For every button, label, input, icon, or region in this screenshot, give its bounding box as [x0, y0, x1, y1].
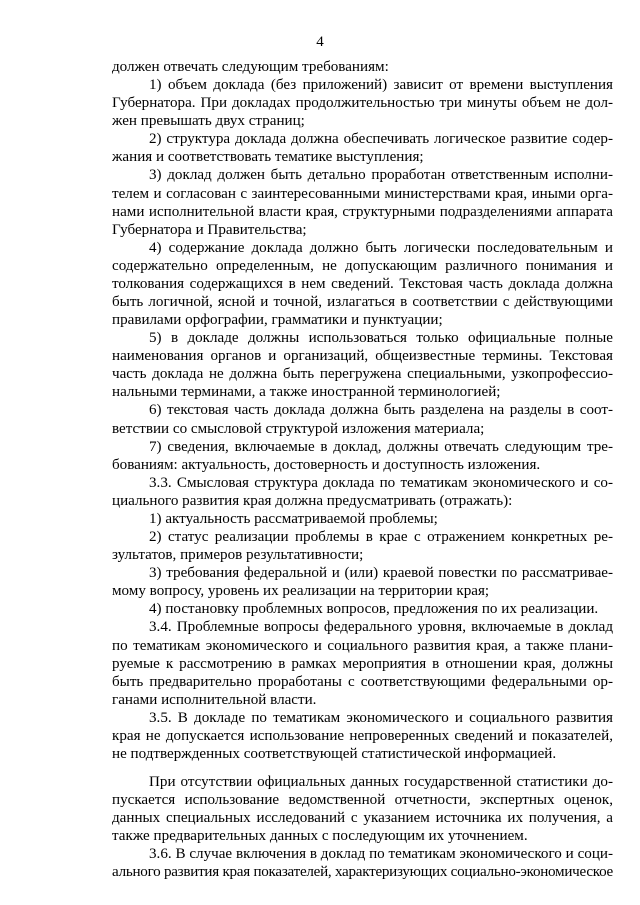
text-line: должен отвечать следующим требованиям: [112, 59, 389, 75]
text-line: бованиям: актуальность, достоверность и доступность изложения. [112, 456, 541, 473]
text-line: 1) актуальность рассматриваемой проблемы; [149, 510, 438, 527]
text-line: 4) содержание доклада должно быть логически последовательным и [149, 239, 613, 256]
text-line: пускается использование ведомственной отчетности, экспертных оценок, [112, 792, 613, 809]
text-line: ального развития края показателей, характеризующих социально-экономическое [112, 864, 613, 881]
text-line: 2) структура доклада должна обеспечивать логическое развитие содер- [149, 131, 613, 148]
text-line: Губернатора. При докладах продолжительностью три минуты объем не дол- [112, 95, 613, 112]
text-line: наименования органов и организаций, общеизвестные термины. Текстовая [112, 348, 613, 365]
text-line: 3.3. Смысловая структура доклада по тематикам экономического и со- [149, 474, 613, 491]
text-line: 2) статус реализации проблемы в крае с отражением конкретных ре- [149, 529, 613, 546]
text-line: 3) доклад должен быть детально проработан ответственным исполни- [149, 167, 613, 184]
page-number: 4 [316, 34, 324, 50]
text-line: толкования содержащихся в нем сведений. Текстовая часть доклада должна [112, 275, 613, 292]
text-line: циального развития края должна предусматривать (отражать): [112, 492, 513, 509]
text-line: быть логичной, ясной и точной, излагаться в соответствии с действующими [112, 294, 613, 311]
text-line: нами исполнительной власти края, структурными подразделениями аппарата [112, 203, 613, 220]
text-line: телем и согласован с заинтересованными министерствами края, иными орга- [112, 185, 613, 202]
text-line: 1) объем доклада (без приложений) зависит от времени выступления [149, 77, 613, 94]
text-line: мому вопросу, уровень их реализации на территории края; [112, 583, 490, 600]
text-line: данных специальных исследований с указанием источника их получения, а [112, 810, 613, 827]
text-line: быть предварительно проработаны с соответствующими федеральными ор- [112, 673, 613, 690]
text-line: края не допускается использование непроверенных сведений и показателей, [112, 727, 613, 744]
text-line: 4) постановку проблемных вопросов, предложения по их реализации. [149, 601, 599, 618]
text-line: 3.5. В докладе по тематикам экономического и социального развития [149, 709, 613, 726]
text-line: зультатов, примеров результативности; [112, 547, 364, 564]
text-line: ветствии со смысловой структурой изложения материала; [112, 420, 485, 437]
text-line: по тематикам экономического и социального развития края, а также плани- [112, 637, 613, 654]
text-line: 3) требования федеральной и (или) краевой повестки по рассматривае- [149, 565, 613, 582]
text-line: часть доклада не должна быть перегружена специальными, узкопрофессио- [112, 366, 613, 383]
text-line: руемые к рассмотрению в рамках мероприятия в отношении края, должны [112, 655, 613, 672]
text-line: жен превышать двух страниц; [112, 113, 305, 130]
text-line: При отсутствии официальных данных государственной статистики до- [149, 774, 613, 791]
text-line: также предварительных данных с последующим их уточнением. [112, 828, 528, 845]
text-line: 5) в докладе должны использоваться только официальные полные [149, 330, 613, 347]
text-line: нальными терминами, а также иностранной терминологией; [112, 384, 501, 401]
text-line: 3.6. В случае включения в доклад по тематикам экономического и соци- [149, 846, 613, 863]
text-line: не подтвержденных соответствующей статистической информацией. [112, 745, 557, 762]
text-line: содержательно определенным, не допускающим различного понимания и [112, 257, 613, 274]
text-line: 3.4. Проблемные вопросы федерального уровня, включаемые в доклад [149, 619, 613, 636]
text-line: 6) текстовая часть доклада должна быть разделена на разделы в соот- [149, 402, 613, 419]
text-line: Губернатора и Правительства; [112, 221, 307, 238]
text-line: 7) сведения, включаемые в доклад, должны отвечать следующим тре- [149, 438, 613, 455]
text-line: правилами орфографии, грамматики и пунктуации; [112, 312, 443, 329]
text-line: жания и соответствовать тематике выступления; [112, 149, 424, 166]
text-line: ганами исполнительной власти. [112, 691, 317, 708]
body-text [112, 58, 613, 882]
